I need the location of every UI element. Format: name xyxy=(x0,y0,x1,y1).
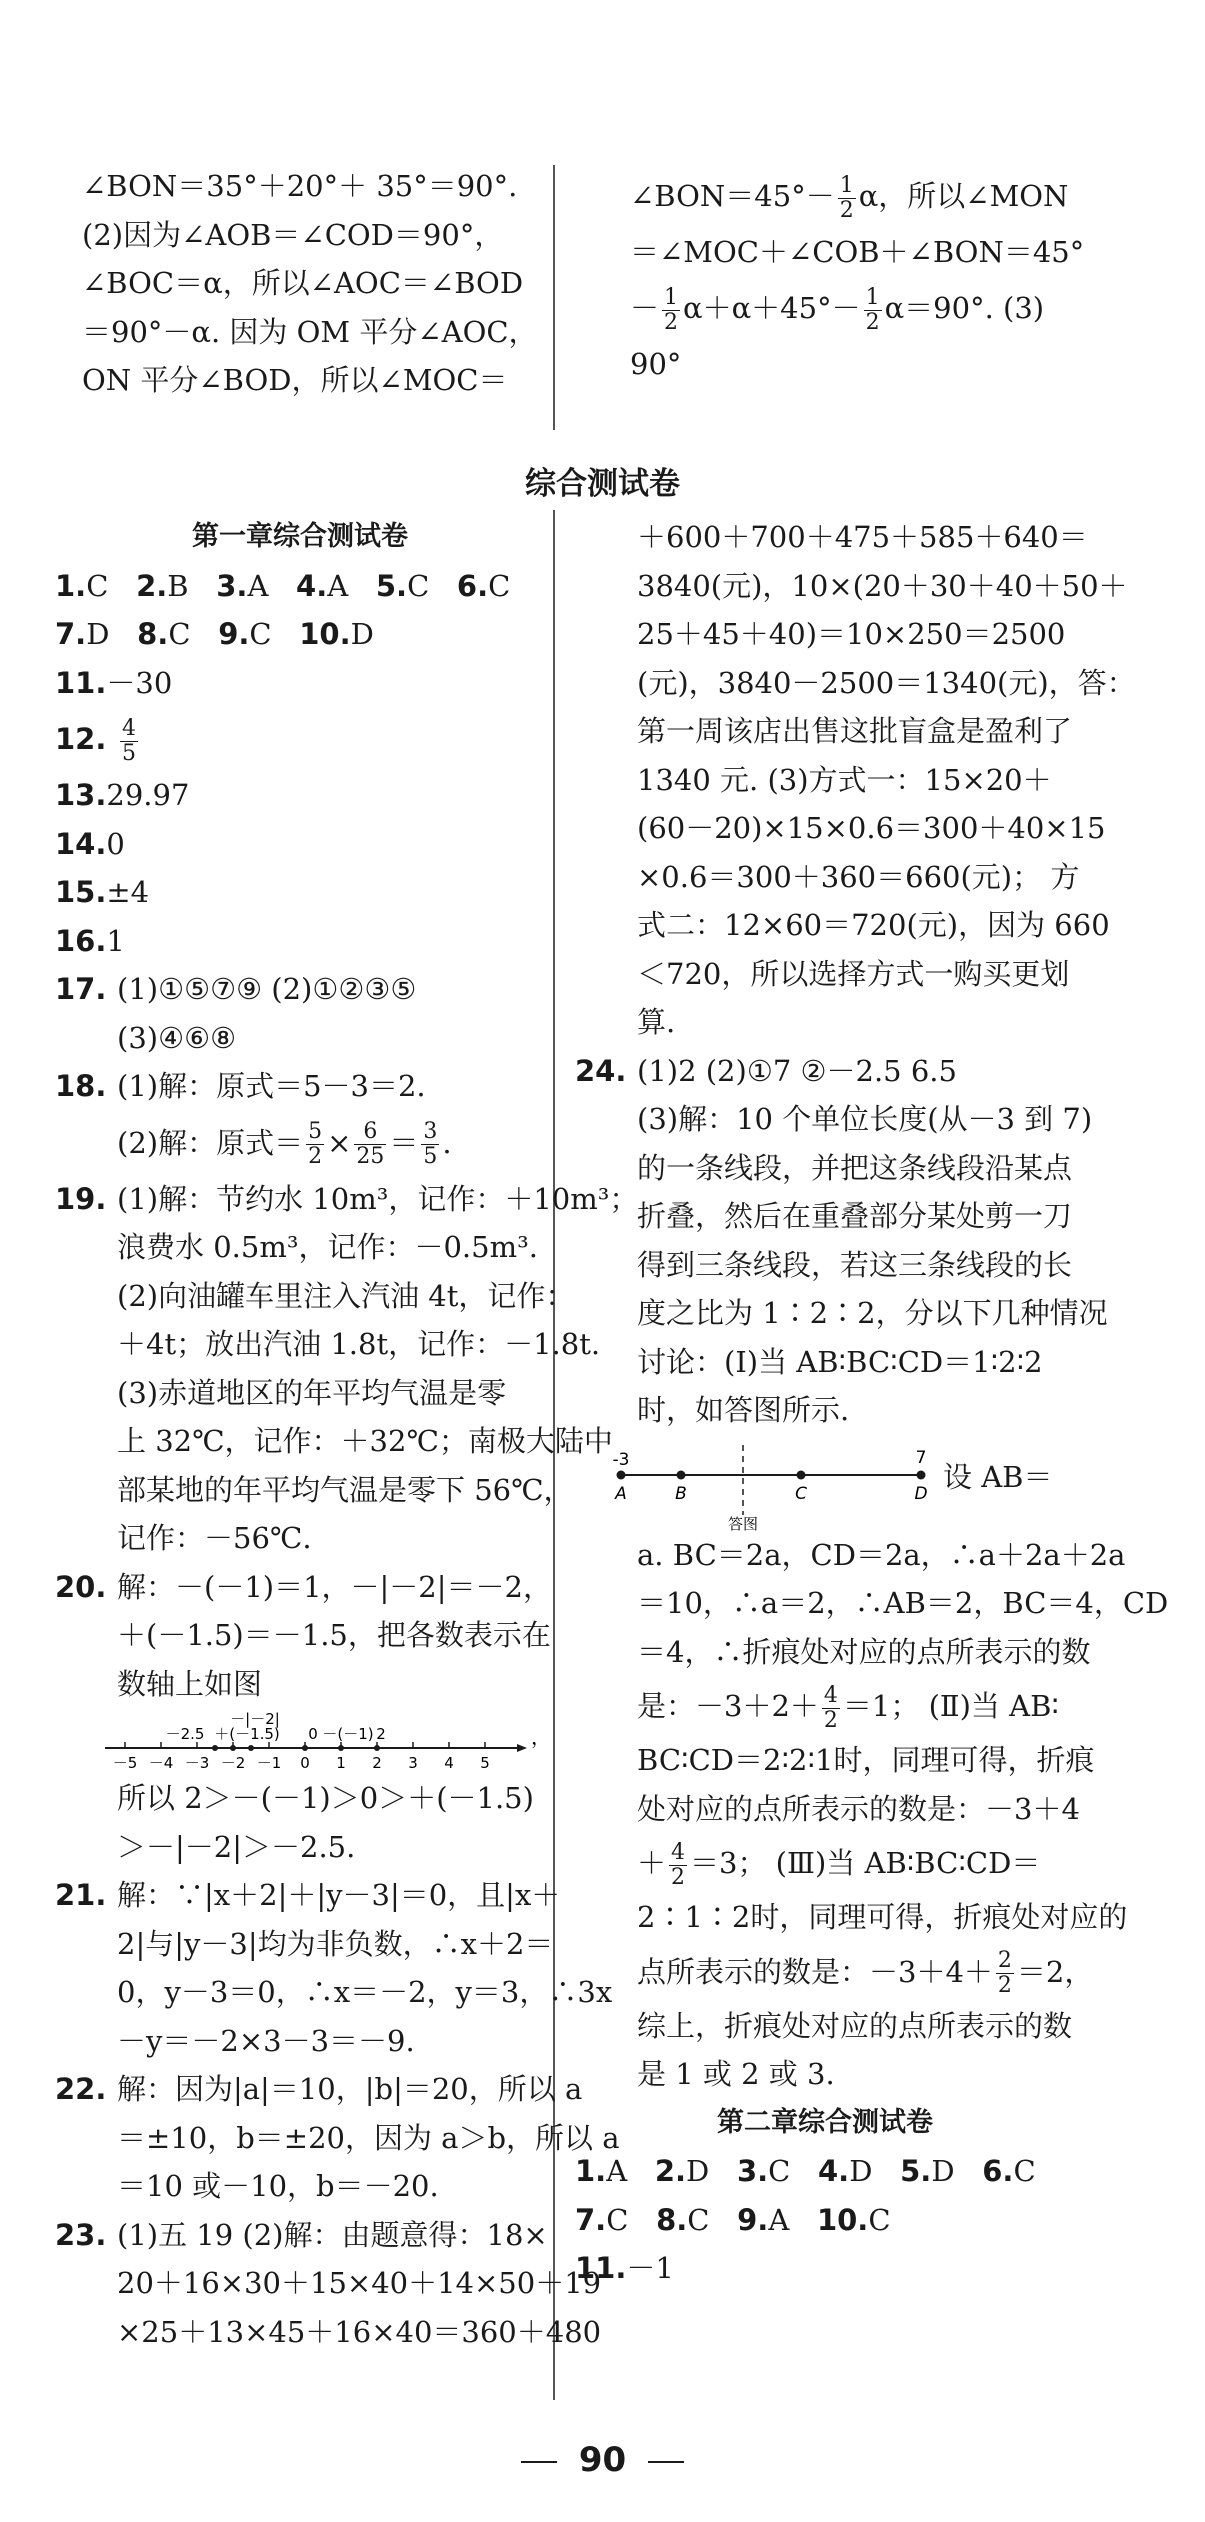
text-fragment: 设 AB＝ xyxy=(943,1459,1053,1494)
fraction: $\frac{5}{2}$ xyxy=(308,1119,323,1169)
axis-point xyxy=(212,1745,218,1751)
text-line: 讨论：(Ⅰ)当 AB∶BC∶CD＝1∶2∶2 xyxy=(637,1344,1043,1379)
text-line: 是：－3＋2＋ $\frac{4}{2}$ ＝1； (Ⅱ)当 AB∶ xyxy=(637,1682,1059,1733)
point-B xyxy=(677,1470,686,1479)
text-line: 浪费水 0.5m³，记作：－0.5m³. xyxy=(117,1230,538,1264)
text-line: ＝±10，b＝±20，因为 a＞b，所以 a xyxy=(117,2120,620,2155)
label-two: 2 xyxy=(376,1725,386,1743)
mc-item: 7.D xyxy=(55,617,110,651)
text-line: ×25＋13×45＋16×40＝360＋480 xyxy=(117,2314,602,2349)
text-line: ＝4，∴折痕处对应的点所表示的数 xyxy=(637,1634,1091,1669)
point-D xyxy=(917,1470,926,1479)
number-line-figure xyxy=(55,1708,551,1774)
axis-point xyxy=(302,1745,308,1751)
fraction: $\frac{4}{2}$ xyxy=(671,1839,686,1890)
mc-item: 9.A xyxy=(737,2202,790,2237)
axis-tick-label: －2 xyxy=(220,1754,246,1772)
mc-item: 8.C xyxy=(656,2202,710,2237)
mc-item: 5.D xyxy=(900,2154,955,2188)
axis-tick-label: 1 xyxy=(336,1754,346,1772)
figure-caption: 答图 xyxy=(727,1514,759,1533)
text-line: 算. xyxy=(637,1005,676,1039)
text-line: 度之比为 1∶2∶2，分以下几种情况 xyxy=(637,1296,1108,1330)
mc-item: 10.C xyxy=(816,2202,891,2237)
axis-comma: ， xyxy=(531,1725,551,1749)
text-line: ＋(－1.5)＝－1.5，把各数表示在 xyxy=(117,1618,551,1652)
text-line: 部某地的年平均气温是零下 56℃， xyxy=(117,1472,573,1507)
text-line: ON 平分∠BOD，所以∠MOC＝ xyxy=(82,363,508,397)
text-line: 0，y－3＝0，∴x＝－2，y＝3，∴3x xyxy=(117,1975,613,2009)
segment-figure xyxy=(575,1435,1075,1531)
answer-11-ch2: 11.－1 xyxy=(575,2251,674,2285)
label-plus-neg1.5: ＋(－1.5) xyxy=(214,1725,280,1743)
axis-tick-label: 2 xyxy=(372,1754,382,1772)
text-line: 90° xyxy=(630,347,682,381)
axis-tick-label: 4 xyxy=(444,1754,454,1772)
mc-item: 3.C xyxy=(736,2154,791,2188)
text-line: 是 1 或 2 或 3. xyxy=(637,2057,835,2091)
axis-tick-label: 3 xyxy=(408,1754,418,1772)
text-line: 得到三条线段，若这三条线段的长 xyxy=(637,1247,1073,1282)
text-line: 3840(元)，10×(20＋30＋40＋50＋ xyxy=(637,568,1128,603)
text-line: ＋4t；放出汽油 1.8t，记作：－1.8t. xyxy=(117,1327,601,1361)
text-line: 2∶1∶2时，同理可得，折痕处对应的 xyxy=(637,1900,1128,1934)
label-neg-neg1: －(－1) xyxy=(322,1725,374,1743)
text-line: 点所表示的数是：－3＋4＋ $\frac{2}{2}$ ＝2， xyxy=(637,1948,1094,1998)
text-line: ＝90°－α. 因为 OM 平分∠AOC， xyxy=(82,314,538,349)
text-line: ＋ $\frac{4}{2}$ ＝3； (Ⅲ)当 AB∶BC∶CD＝ xyxy=(637,1839,1041,1890)
text-line: (2)因为∠AOB＝∠COD＝90°， xyxy=(82,217,504,252)
mc-row xyxy=(55,610,545,659)
text-line: 所以 2＞－(－1)＞0＞＋(－1.5) xyxy=(117,1781,534,1815)
answer-19: 19. (1)解：节约水 10m³，记作：＋10m³； xyxy=(55,1181,639,1216)
text-line: ∠BOC＝α，所以∠AOC＝∠BOD xyxy=(82,266,524,300)
mc-row xyxy=(575,2147,1075,2196)
text-line: 上 32℃，记作：＋32℃；南极大陆中 xyxy=(117,1424,613,1458)
answer-17: 17. (1)①⑤⑦⑨ (2)①②③⑤ xyxy=(55,972,417,1006)
fraction: $\frac{2}{2}$ xyxy=(997,1948,1012,1998)
text-line: (3)解：10 个单位长度(从－3 到 7) xyxy=(637,1102,1093,1136)
point-A xyxy=(617,1470,626,1479)
text-line: (2)向油罐车里注入汽油 4t，记作： xyxy=(117,1278,575,1313)
text-line: 第一周该店出售这批盲盒是盈利了 xyxy=(637,714,1073,748)
text-line: ×0.6＝300＋360＝660(元)； 方 xyxy=(637,859,1080,894)
axis-point xyxy=(230,1745,236,1751)
column-divider-top xyxy=(553,165,555,430)
label-D: D xyxy=(914,1483,928,1504)
fraction: $\frac{4}{5}$ xyxy=(122,715,136,766)
value-right: 7 xyxy=(915,1447,927,1468)
text-line: ＝10 或－10，b＝－20. xyxy=(117,2169,439,2203)
right-main-column xyxy=(575,513,1169,2293)
text-line: 2|与|y－3|均为非负数，∴x＋2＝ xyxy=(117,1926,554,1961)
text-line: － $\frac{1}{2}$ α＋α＋45°－ $\frac{1}{2}$ α＝90°. (3) xyxy=(630,284,1045,335)
text-line: ＜720，所以选择方式一购买更划 xyxy=(637,956,1070,991)
mc-item: 2.B xyxy=(136,568,189,603)
top-left-column xyxy=(82,162,542,405)
chapter1-title: 第一章综合测试卷 xyxy=(192,521,408,552)
mc-item: 1.C xyxy=(55,568,109,603)
mc-row xyxy=(575,2196,1075,2245)
fraction: $\frac{4}{2}$ xyxy=(823,1682,838,1733)
mc-item: 2.D xyxy=(654,2154,710,2188)
text-line: 处对应的点所表示的数是：－3＋4 xyxy=(637,1791,1080,1826)
fraction: $\frac{3}{5}$ xyxy=(423,1119,438,1169)
text-line: 时，如答图所示. xyxy=(637,1393,850,1427)
text-line: (元)，3840－2500＝1340(元)，答： xyxy=(637,665,1136,700)
answer-18: 18. (1)解：原式＝5－3＝2. xyxy=(55,1069,426,1103)
axis-arrow xyxy=(517,1744,527,1752)
axis-tick-label: －3 xyxy=(184,1754,210,1772)
mc-item: 5.C xyxy=(375,568,430,603)
text-line: (3)④⑥⑧ xyxy=(117,1020,237,1055)
fraction: $\frac{6}{25}$ xyxy=(356,1119,385,1169)
axis-point xyxy=(248,1745,254,1751)
answer-14: 14.0 xyxy=(55,826,125,861)
fraction-half: $\frac{1}{2}$ xyxy=(664,284,679,335)
text-line: BC∶CD＝2∶2∶1时，同理可得，折痕 xyxy=(637,1743,1095,1777)
mc-item: 4.A xyxy=(296,568,349,603)
text-line: 25＋45＋40)＝10×250＝2500 xyxy=(637,617,1066,651)
text-line: ∠BON＝35°＋20°＋ 35°＝90°. xyxy=(82,169,518,203)
number-line-svg xyxy=(105,1708,551,1774)
answer-21: 21. 解：∵|x＋2|＋|y－3|＝0，且|x＋ xyxy=(55,1878,561,1912)
mc-row xyxy=(55,562,545,611)
page-number: 90 xyxy=(0,2440,1205,2480)
answer-11: 11.－30 xyxy=(55,665,173,700)
text-line: ＋600＋700＋475＋585＋640＝ xyxy=(637,520,1088,554)
text-line: 综上，折痕处对应的点所表示的数 xyxy=(637,2008,1073,2043)
fraction-half: $\frac{1}{2}$ xyxy=(865,284,880,335)
axis-ticks xyxy=(113,1742,490,1772)
text-line: 式二：12×60＝720(元)，因为 660 xyxy=(637,908,1110,942)
mc-item: 8.C xyxy=(137,617,191,651)
answer-24: 24. (1)2 (2)①7 ②－2.5 6.5 xyxy=(575,1053,957,1088)
mc-item: 4.D xyxy=(818,2154,873,2188)
axis-tick-label: －1 xyxy=(256,1754,282,1772)
text-line: 20＋16×30＋15×40＋14×50＋19 xyxy=(117,2266,602,2300)
mc-item: 10.D xyxy=(299,617,374,651)
label-C: C xyxy=(795,1483,807,1504)
text-line: ∠BON＝45°－ $\frac{1}{2}$ α，所以∠MON xyxy=(630,172,1069,223)
label-zero: 0 xyxy=(308,1725,318,1743)
answer-15: 15.±4 xyxy=(55,875,150,909)
chapter2-title: 第二章综合测试卷 xyxy=(717,2106,933,2138)
text-line: ＝∠MOC＋∠COB＋∠BON＝45° xyxy=(630,235,1085,269)
axis-tick-label: －5 xyxy=(112,1754,138,1772)
mc-item: 6.C xyxy=(456,568,511,603)
label-B: B xyxy=(675,1483,687,1504)
value-left: -3 xyxy=(612,1449,630,1470)
point-C xyxy=(797,1470,806,1479)
text-line: a. BC＝2a，CD＝2a，∴a＋2a＋2a xyxy=(637,1537,1126,1572)
answer-16: 16.1 xyxy=(55,923,125,958)
text-line: 折叠，然后在重叠部分某处剪一刀 xyxy=(637,1199,1073,1233)
axis-tick-label: 0 xyxy=(300,1754,310,1772)
text-line: ＝10，∴a＝2，∴AB＝2，BC＝4，CD xyxy=(637,1586,1169,1620)
axis-point xyxy=(338,1745,344,1751)
text-line: (2)解：原式＝ $\frac{5}{2}$ × $\frac{6}{25}$ ＝ $\frac{3}{5}$ . xyxy=(117,1119,452,1169)
mc-item: 6.C xyxy=(982,2154,1036,2188)
mc-item: 1.A xyxy=(575,2154,628,2188)
text-line: (60－20)×15×0.6＝300＋40×15 xyxy=(637,811,1106,845)
segment-figure-svg xyxy=(612,1435,945,1533)
mc-item: 3.A xyxy=(216,568,269,603)
answer-20: 20. 解：－(－1)＝1，－|－2|＝－2， xyxy=(55,1569,552,1604)
answer-13: 13.29.97 xyxy=(55,778,190,812)
text-line: 1340 元. (3)方式一：15×20＋ xyxy=(637,762,1052,797)
mc-item: 7.C xyxy=(575,2202,629,2237)
answer-22: 22. 解：因为|a|＝10，|b|＝20，所以 a xyxy=(55,2072,583,2106)
text-line: 的一条线段，并把这条线段沿某点 xyxy=(637,1150,1073,1185)
text-line: 记作：－56℃. xyxy=(117,1521,312,1555)
section-title: 综合测试卷 xyxy=(525,466,680,502)
label-A: A xyxy=(615,1483,627,1504)
mc-item: 9.C xyxy=(218,617,272,651)
page-number-dash-right xyxy=(648,2461,684,2463)
text-line: ＞－|－2|＞－2.5. xyxy=(117,1829,356,1864)
text-line: (3)赤道地区的年平均气温是零 xyxy=(117,1375,507,1410)
fraction-half: $\frac{1}{2}$ xyxy=(839,172,854,223)
top-right-column xyxy=(630,168,1110,392)
label-abs-neg2: －|－2| xyxy=(230,1710,280,1728)
answer-12: 12. $\frac{4}{5}$ xyxy=(55,715,136,766)
axis-tick-label: －4 xyxy=(148,1754,174,1772)
text-line: 数轴上如图 xyxy=(117,1666,263,1701)
label-neg2.5: －2.5 xyxy=(165,1725,205,1743)
page-number-dash-left xyxy=(521,2461,557,2463)
axis-tick-label: 5 xyxy=(480,1754,490,1772)
axis-point xyxy=(374,1745,380,1751)
text-line: －y＝－2×3－3＝－9. xyxy=(117,2023,415,2058)
answer-23: 23. (1)五 19 (2)解：由题意得：18× xyxy=(55,2217,548,2252)
